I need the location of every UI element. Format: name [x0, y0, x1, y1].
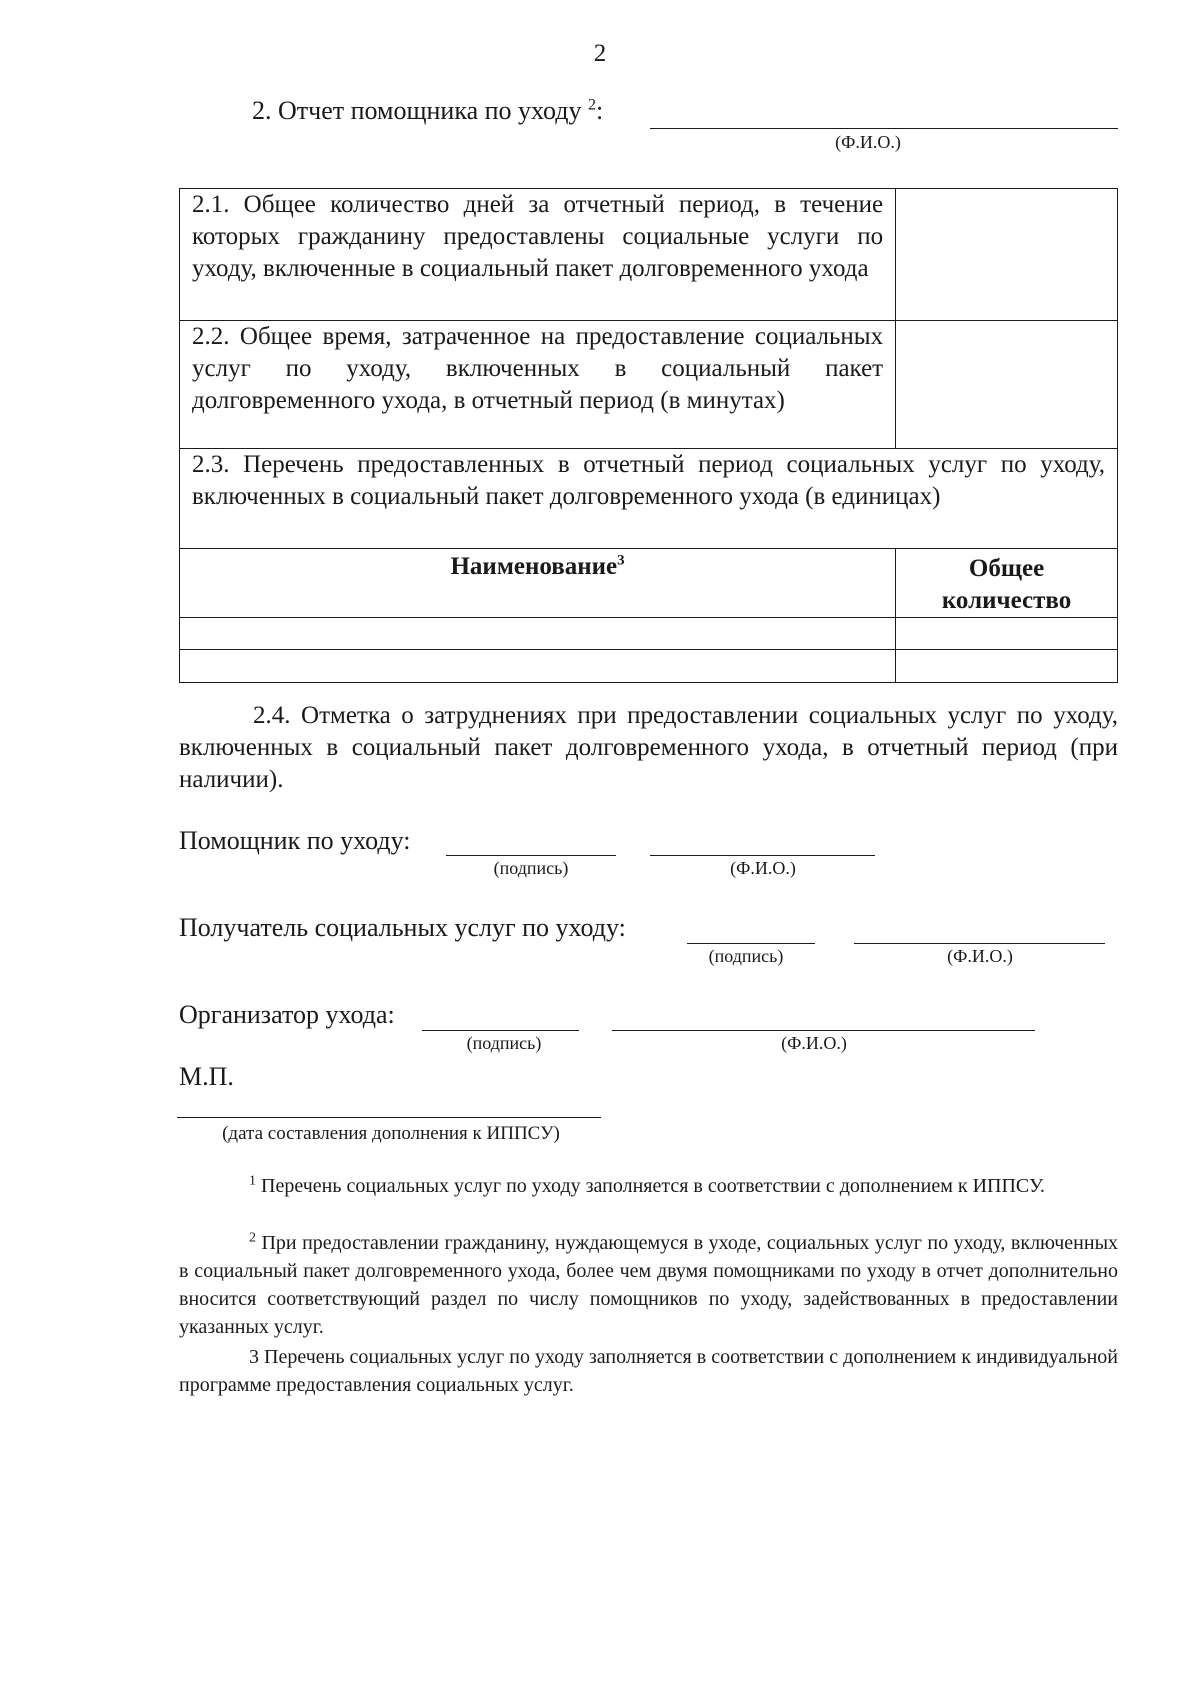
row-2-1-text: 2.1. Общее количество дней за отчетный период, в течение которых гражданину предоставлены социальные услуги по уходу, включенные в социальный пакет долговременного ухода — [180, 189, 896, 321]
date-caption: (дата составления дополнения к ИППСУ) — [222, 1123, 560, 1144]
empty-name-cell[interactable] — [180, 650, 896, 683]
recipient-label: Получатель социальных услуг по уходу: — [179, 913, 626, 942]
page-number: 2 — [593, 40, 607, 67]
section-heading-colon: : — [596, 96, 604, 125]
assistant-label: Помощник по уходу: — [179, 826, 411, 855]
paragraph-2-4: 2.4. Отметка о затруднениях при предоставлении социальных услуг по уходу, включенных в социальный пакет долговременного ухода, в отчетный период (при наличии). — [179, 702, 1118, 793]
recipient-fio-line[interactable] — [854, 943, 1105, 944]
footnote-1-text: Перечень социальных услуг по уходу заполняется в соответствии с дополнением к ИППСУ. — [261, 1175, 1045, 1197]
header-name-label: Наименование — [450, 553, 618, 580]
footnote-1 — [179, 1172, 1118, 1200]
footnote-2 — [179, 1229, 1118, 1341]
recipient-signature-line[interactable] — [687, 943, 815, 944]
organizer-signature-line[interactable] — [422, 1030, 579, 1031]
footnote-2-mark: 2 — [249, 1230, 256, 1246]
date-line[interactable] — [177, 1117, 601, 1118]
fio-caption: (Ф.И.О.) — [835, 132, 901, 152]
header-name — [180, 549, 896, 618]
assistant-signature-line[interactable] — [446, 855, 616, 856]
row-2-3-text: 2.3. Перечень предоставленных в отчетный период социальных услуг по уходу, включенных в социальный пакет долговременного ухода (в единицах) — [180, 449, 1118, 549]
table-row — [180, 321, 1118, 449]
footnote-2-text: При предоставлении гражданину, нуждающемуся в уходе, социальных услуг по уходу, включенных в социальный пакет долговременного ухода, более чем двумя помощниками по уходу в отчет дополнительно вносится соответствующий раздел по числу помощников по уходу, задействованных в предоставлении указанных услуг. — [179, 1232, 1119, 1338]
row-2-1-value-cell[interactable] — [896, 189, 1118, 321]
section-heading — [252, 96, 603, 126]
signature-caption: (подпись) — [466, 1033, 542, 1053]
row-2-2-text: 2.2. Общее время, затраченное на предоставление социальных услуг по уходу, включенных в социальный пакет долговременного ухода, в отчетный период (в минутах) — [180, 321, 896, 449]
empty-name-cell[interactable] — [180, 618, 896, 650]
fio-caption: (Ф.И.О.) — [781, 1033, 847, 1053]
table-row — [180, 650, 1118, 683]
signature-caption: (подпись) — [708, 946, 784, 966]
assistant-fio-line[interactable] — [650, 855, 875, 856]
empty-quantity-cell[interactable] — [896, 650, 1118, 683]
footnote-1-mark: 1 — [249, 1173, 256, 1189]
fio-caption: (Ф.И.О.) — [947, 946, 1013, 966]
header-quantity: Общее количество — [896, 549, 1118, 618]
table-row — [180, 449, 1118, 549]
row-2-2-value-cell[interactable] — [896, 321, 1118, 449]
signature-caption: (подпись) — [493, 858, 569, 878]
table-row — [180, 618, 1118, 650]
section-heading-text: 2. Отчет помощника по уходу — [252, 96, 589, 125]
seal-placeholder: М.П. — [179, 1062, 234, 1091]
footnote-3 — [179, 1343, 1118, 1399]
table-row — [180, 189, 1118, 321]
footnote-3-text: 3 Перечень социальных услуг по уходу заполняется в соответствии с дополнением к индивидуальной программе предоставления социальных услуг. — [179, 1346, 1118, 1396]
organizer-label: Организатор ухода: — [179, 1000, 395, 1029]
report-table — [179, 188, 1118, 683]
footnote-ref-2: 2 — [588, 96, 597, 114]
organizer-fio-line[interactable] — [612, 1030, 1035, 1031]
table-header-row — [180, 549, 1118, 618]
footnote-ref-3: 3 — [617, 552, 625, 569]
empty-quantity-cell[interactable] — [896, 618, 1118, 650]
fio-caption: (Ф.И.О.) — [730, 858, 796, 878]
assistant-name-field-line[interactable] — [650, 128, 1118, 129]
